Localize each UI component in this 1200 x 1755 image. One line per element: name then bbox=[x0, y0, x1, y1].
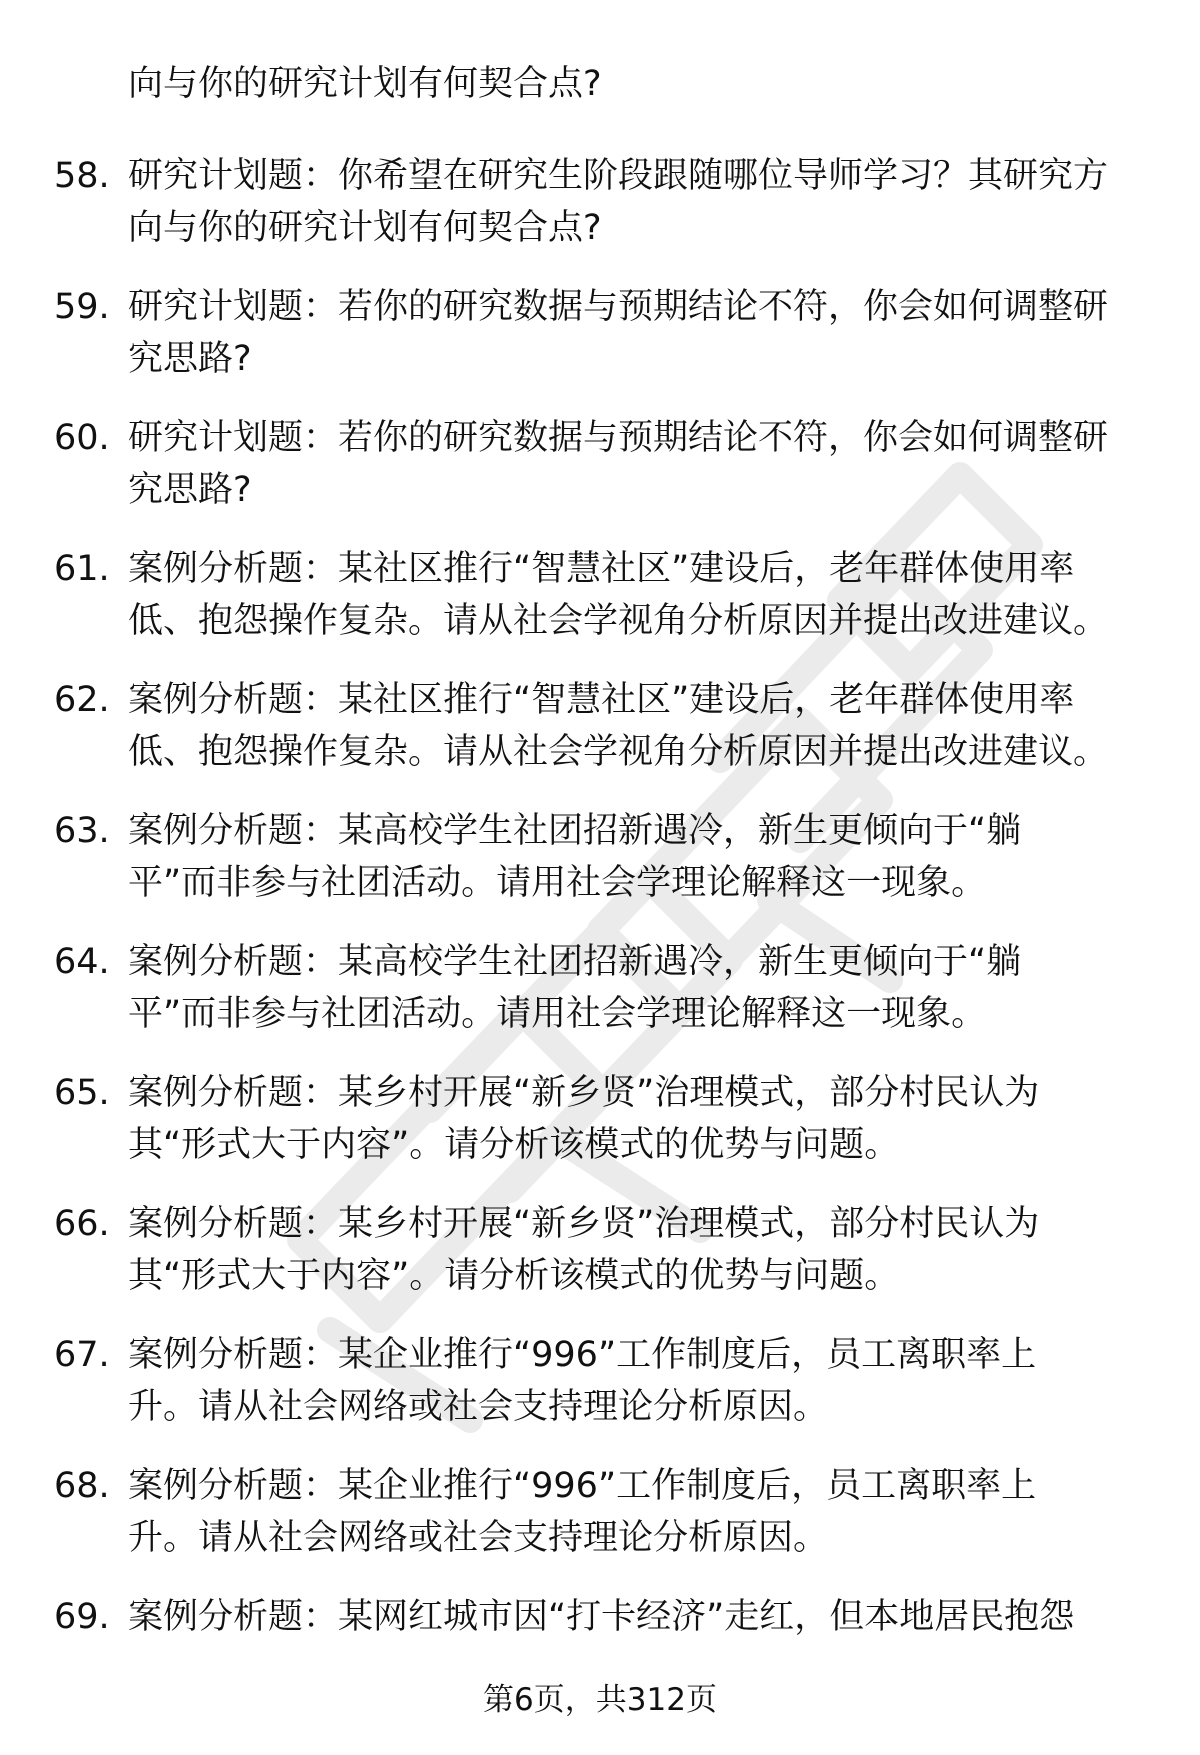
question-item bbox=[0, 1329, 1200, 1439]
question-item bbox=[0, 412, 1200, 522]
question-item bbox=[0, 674, 1200, 784]
question-number: 68. bbox=[54, 1466, 110, 1506]
question-item bbox=[0, 936, 1200, 1046]
question-item bbox=[0, 543, 1200, 653]
question-item bbox=[0, 1198, 1200, 1308]
question-text: 案例分析题：某高校学生社团招新遇冷，新生更倾向于“躺 平”而非参与社团活动。请用社会学理论解释这一现象。 bbox=[128, 942, 1022, 1034]
question-text: 案例分析题：某乡村开展“新乡贤”治理模式，部分村民认为 其“形式大于内容”。请分析该模式的优势与问题。 bbox=[128, 1073, 1040, 1165]
question-number: 63. bbox=[54, 811, 110, 851]
question-number: 59. bbox=[54, 287, 110, 327]
question-item bbox=[0, 1460, 1200, 1570]
question-item bbox=[0, 281, 1200, 391]
question-text: 案例分析题：某社区推行“智慧社区”建设后，老年群体使用率 低、抱怨操作复杂。请从社会学视角分析原因并提出改进建议。 bbox=[128, 680, 1109, 772]
question-item bbox=[0, 805, 1200, 915]
question-text: 研究计划题：若你的研究数据与预期结论不符，你会如何调整研 究思路? bbox=[128, 418, 1109, 510]
question-number: 58. bbox=[54, 156, 110, 196]
question-number: 64. bbox=[54, 942, 110, 982]
question-number: 61. bbox=[54, 549, 110, 589]
question-number: 69. bbox=[54, 1597, 110, 1637]
question-item bbox=[0, 150, 1200, 260]
continued-question-text: 向与你的研究计划有何契合点? bbox=[128, 64, 602, 104]
question-text: 案例分析题：某企业推行“996”工作制度后，员工离职率上 升。请从社会网络或社会支持理论分析原因。 bbox=[128, 1335, 1037, 1427]
question-number: 67. bbox=[54, 1335, 110, 1375]
question-text: 研究计划题：若你的研究数据与预期结论不符，你会如何调整研 究思路? bbox=[128, 287, 1109, 379]
page-number-footer: 第6页，共312页 bbox=[483, 1682, 717, 1718]
question-number: 65. bbox=[54, 1073, 110, 1113]
question-text: 案例分析题：某网红城市因“打卡经济”走红，但本地居民抱怨 bbox=[128, 1597, 1075, 1637]
question-number: 66. bbox=[54, 1204, 110, 1244]
question-text: 案例分析题：某企业推行“996”工作制度后，员工离职率上 升。请从社会网络或社会支持理论分析原因。 bbox=[128, 1466, 1037, 1558]
question-item bbox=[0, 1067, 1200, 1177]
question-text: 案例分析题：某乡村开展“新乡贤”治理模式，部分村民认为 其“形式大于内容”。请分析该模式的优势与问题。 bbox=[128, 1204, 1040, 1296]
question-number: 62. bbox=[54, 680, 110, 720]
question-number: 60. bbox=[54, 418, 110, 458]
question-text: 研究计划题：你希望在研究生阶段跟随哪位导师学习？其研究方 向与你的研究计划有何契合点? bbox=[128, 156, 1109, 248]
question-text: 案例分析题：某社区推行“智慧社区”建设后，老年群体使用率 低、抱怨操作复杂。请从社会学视角分析原因并提出改进建议。 bbox=[128, 549, 1109, 641]
question-text: 案例分析题：某高校学生社团招新遇冷，新生更倾向于“躺 平”而非参与社团活动。请用社会学理论解释这一现象。 bbox=[128, 811, 1022, 903]
